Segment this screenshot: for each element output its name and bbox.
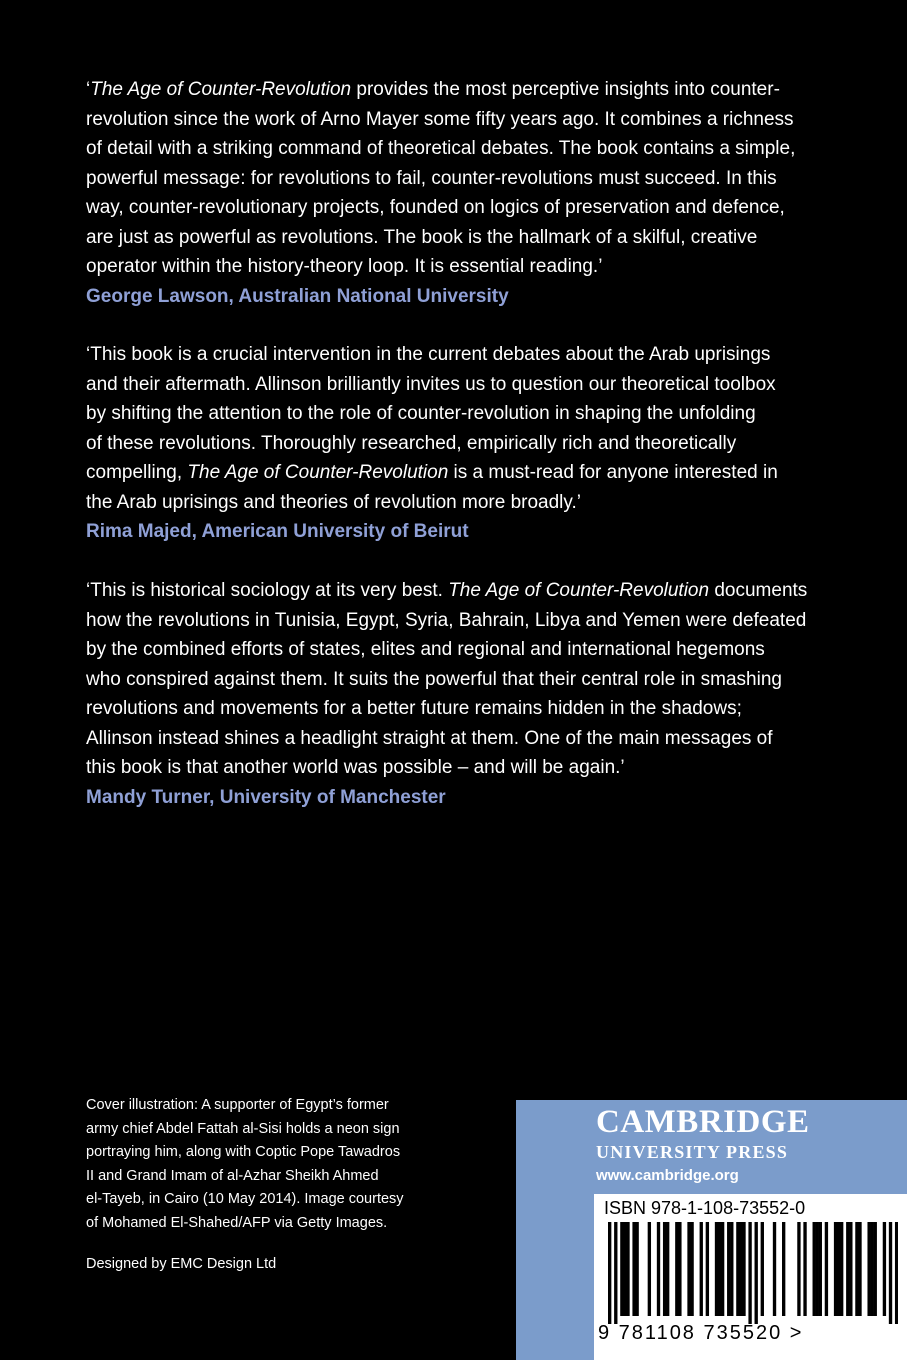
book-title: The Age of Counter-Revolution [187, 462, 449, 483]
barcode-bar [623, 1222, 626, 1316]
barcode-bar [837, 1222, 840, 1316]
publisher-panel [516, 1100, 907, 1360]
quote-attribution: Rima Majed, American University of Beirut [86, 521, 469, 542]
book-title: The Age of Counter-Revolution [448, 580, 710, 601]
quote-line: powerful message: for revolutions to fail, counter-revolutions must succeed. In this [86, 167, 777, 189]
barcode-bar [883, 1222, 886, 1316]
quote-attribution: George Lawson, Australian National University [86, 285, 509, 307]
quote-line: revolution since the work of Arno Mayer some fifty years ago. It combines a richness [86, 108, 794, 130]
barcode-bar [718, 1222, 721, 1316]
barcode-bar [840, 1222, 843, 1316]
barcode-bar [666, 1222, 669, 1316]
quote-line: way, counter-revolutionary projects, founded on logics of preservation and defence, [86, 197, 785, 218]
quote-lawson [86, 75, 826, 311]
publisher-url: www.cambridge.org [596, 1167, 739, 1184]
quote-line: by shifting the attention to the role of counter-revolution in shaping the unfolding [86, 403, 756, 424]
quote-line: Allinson instead shines a headlight straight at them. One of the main messages of [86, 727, 773, 749]
barcode-bar [721, 1222, 724, 1316]
barcode-bar [648, 1222, 651, 1316]
quote-line: and their aftermath. Allinson brilliantly invites us to question our theoretical toolbox [86, 373, 776, 395]
quote-line: ‘This is historical sociology at its very best. The Age of Counter-Revolution documents [86, 580, 808, 601]
barcode-bar [855, 1222, 858, 1316]
barcode-bar [782, 1222, 785, 1316]
barcode-bar [730, 1222, 733, 1316]
barcode-bar [816, 1222, 819, 1316]
barcode-bar [715, 1222, 718, 1316]
quote-line: this book is that another world was possible – and will be again.’ [86, 757, 625, 778]
barcode-bar [608, 1222, 611, 1324]
quote-line: of detail with a striking command of theoretical debates. The book contains a simple, [86, 138, 796, 159]
quote-line: the Arab uprisings and theories of revolution more broadly.’ [86, 491, 581, 513]
barcode-bar [678, 1222, 681, 1316]
credit-line: Cover illustration: A supporter of Egypt’s former [86, 1097, 389, 1113]
barcode-bar [858, 1222, 861, 1316]
barcode-bar [889, 1222, 892, 1324]
barcode-bar [690, 1222, 693, 1316]
quote-line: are just as powerful as revolutions. The book is the hallmark of a skilful, creative [86, 226, 758, 248]
quote-line: who conspired against them. It suits the powerful that their central role in smashing [86, 668, 782, 690]
barcode-bar [736, 1222, 739, 1316]
quote-line: ‘This book is a crucial intervention in the current debates about the Arab uprisings [86, 344, 771, 365]
barcode-bar [614, 1222, 617, 1324]
barcode-bar [727, 1222, 730, 1316]
isbn-label: ISBN 978-1-108-73552-0 [604, 1198, 806, 1218]
quote-attribution: Mandy Turner, University of Manchester [86, 786, 446, 808]
barcode-bar [739, 1222, 742, 1316]
quote-line: of these revolutions. Thoroughly researched, empirically rich and theoretically [86, 432, 737, 454]
barcode-bar [748, 1222, 751, 1324]
cover-illustration-credit [86, 1094, 466, 1235]
barcode-bar [657, 1222, 660, 1316]
publisher-name: CAMBRIDGE [596, 1104, 810, 1140]
credit-line: portraying him, along with Coptic Pope Tawadros [86, 1144, 401, 1160]
barcode-bar [871, 1222, 874, 1316]
barcode-digits: 9 781108 735520 > [598, 1322, 804, 1344]
barcode-bar [706, 1222, 709, 1316]
barcode-bar [700, 1222, 703, 1316]
barcode-bar [675, 1222, 678, 1316]
quote-line: compelling, The Age of Counter-Revolution is a must-read for anyone interested in [86, 462, 778, 483]
quote-line: ‘The Age of Counter-Revolution provides the most perceptive insights into counter- [86, 79, 780, 100]
designer-credit: Designed by EMC Design Ltd [86, 1256, 277, 1272]
isbn-barcode [594, 1194, 907, 1360]
barcode-bar [632, 1222, 635, 1316]
barcode-bar [687, 1222, 690, 1316]
barcode-bar [803, 1222, 806, 1316]
barcode-bar [626, 1222, 629, 1316]
barcode-bar [742, 1222, 745, 1316]
barcode-bars [608, 1222, 898, 1324]
quote-majed [86, 340, 826, 547]
barcode-bar [895, 1222, 898, 1324]
quote-line: by the combined efforts of states, elites and regional and international hegemons [86, 639, 765, 660]
barcode-bar [874, 1222, 877, 1316]
quote-line: revolutions and movements for a better future remains hidden in the shadows; [86, 698, 742, 719]
credit-line: II and Grand Imam of al-Azhar Sheikh Ahmed [86, 1167, 379, 1184]
credit-line: el-Tayeb, in Cairo (10 May 2014). Image courtesy [86, 1191, 404, 1207]
barcode-bar [819, 1222, 822, 1316]
barcode-bar [755, 1222, 758, 1324]
quote-line: how the revolutions in Tunisia, Egypt, Syria, Bahrain, Libya and Yemen were defeated [86, 609, 807, 631]
barcode-bar [797, 1222, 800, 1316]
barcode-bar [813, 1222, 816, 1316]
barcode-bar [773, 1222, 776, 1316]
barcode-bar [663, 1222, 666, 1316]
barcode-bar [834, 1222, 837, 1316]
publisher-subtitle: UNIVERSITY PRESS [596, 1142, 789, 1162]
barcode-bar [849, 1222, 852, 1316]
credit-line: of Mohamed El-Shahed/AFP via Getty Images. [86, 1214, 388, 1231]
barcode-bar [846, 1222, 849, 1316]
barcode-bar [761, 1222, 764, 1316]
barcode-bar [867, 1222, 870, 1316]
quote-turner [86, 576, 826, 812]
barcode-bar [620, 1222, 623, 1316]
barcode-bar [825, 1222, 828, 1316]
book-title: The Age of Counter-Revolution [90, 79, 352, 100]
quote-line: operator within the history-theory loop. It is essential reading.’ [86, 256, 603, 277]
credit-line: army chief Abdel Fattah al-Sisi holds a neon sign [86, 1120, 400, 1137]
barcode-bar [635, 1222, 638, 1316]
